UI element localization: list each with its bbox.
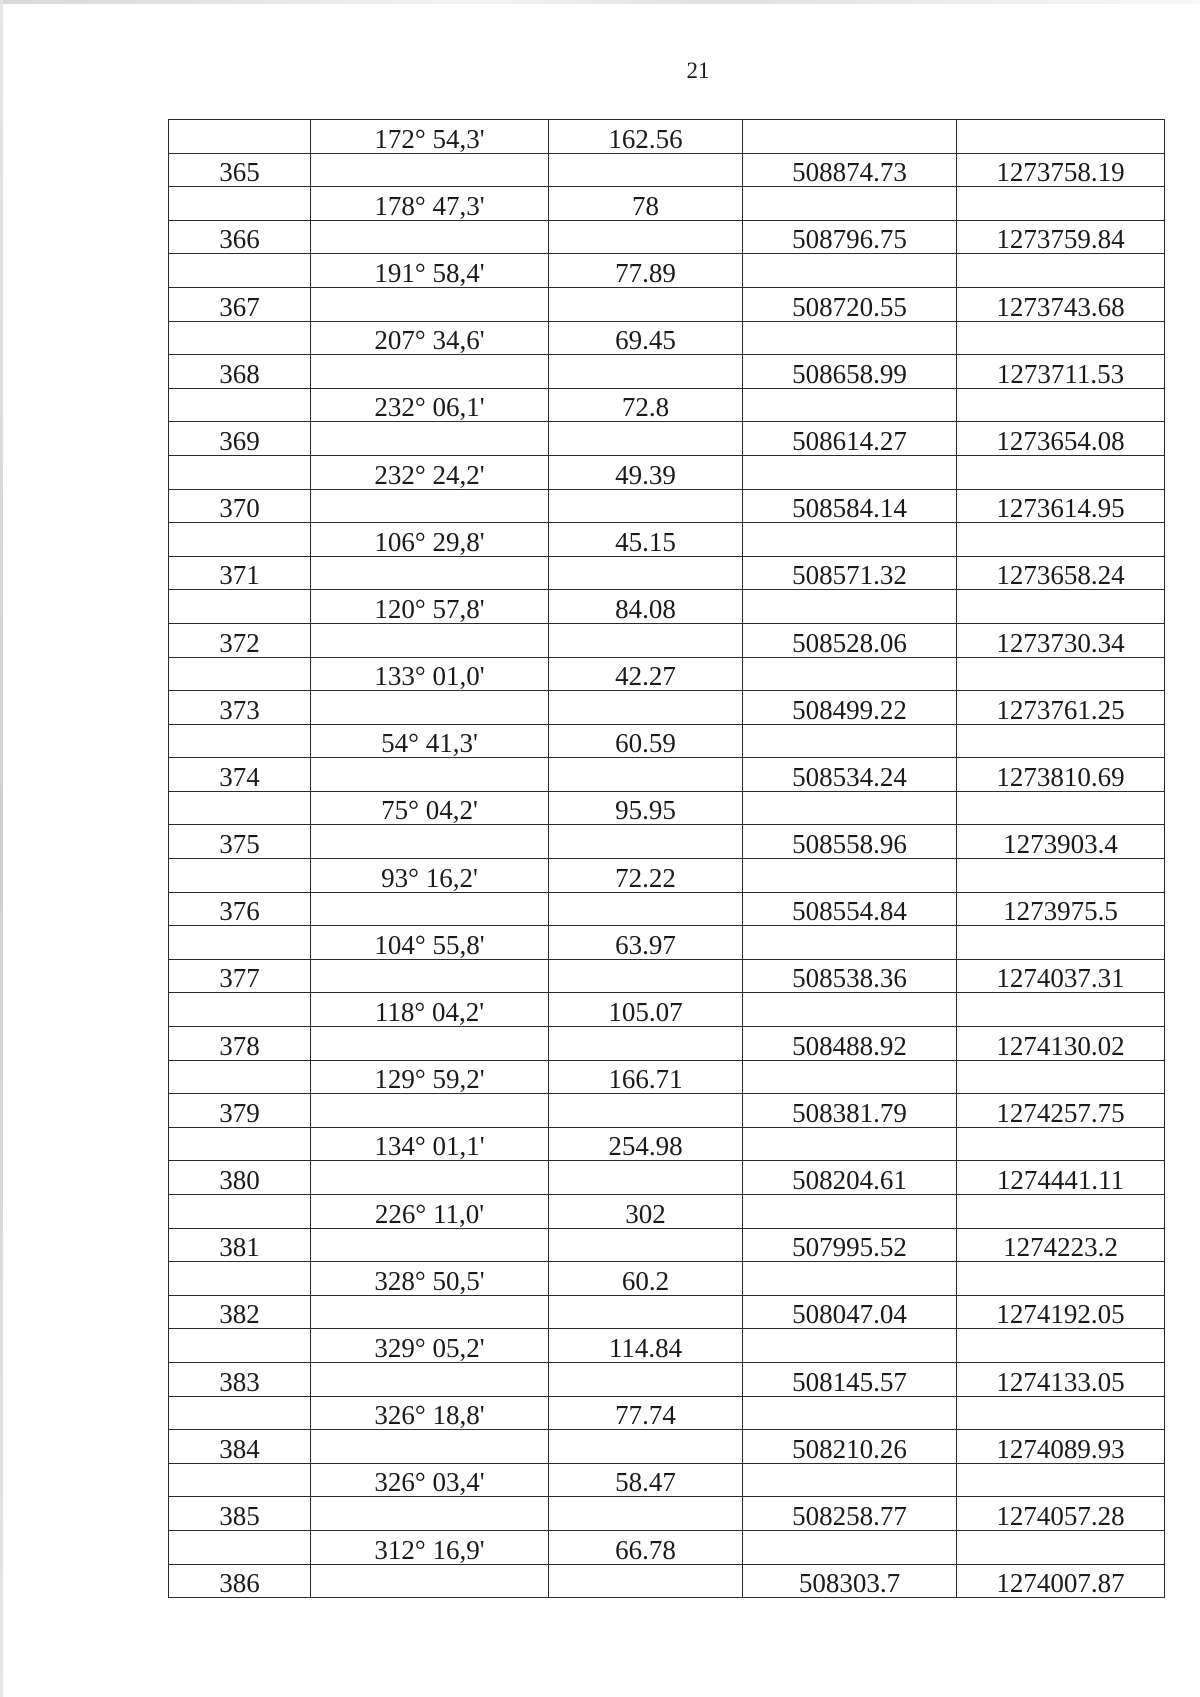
- segment-length-cell: 58.47: [549, 1463, 743, 1497]
- point-number-cell: [169, 1463, 311, 1497]
- coordinate-x-cell: [743, 120, 957, 154]
- coordinate-y-cell: 1273658.24: [957, 556, 1165, 590]
- coordinate-y-cell: 1274133.05: [957, 1362, 1165, 1396]
- coordinate-x-cell: 508614.27: [743, 422, 957, 456]
- bearing-angle-cell: 54° 41,3': [311, 724, 549, 758]
- bearing-angle-cell: 75° 04,2': [311, 791, 549, 825]
- segment-length-cell: 60.59: [549, 724, 743, 758]
- table-row: [169, 523, 1165, 557]
- coordinate-x-cell: [743, 926, 957, 960]
- table-row: [169, 1564, 1165, 1598]
- coordinate-y-cell: [957, 1195, 1165, 1229]
- coordinate-x-cell: 508210.26: [743, 1430, 957, 1464]
- segment-length-cell: 114.84: [549, 1329, 743, 1363]
- table-row: [169, 791, 1165, 825]
- coordinate-x-cell: [743, 1329, 957, 1363]
- coordinate-x-cell: 508528.06: [743, 623, 957, 657]
- bearing-angle-cell: [311, 153, 549, 187]
- scan-top-edge: [0, 0, 1200, 4]
- coordinate-y-cell: 1273759.84: [957, 220, 1165, 254]
- coordinate-x-cell: 508381.79: [743, 1094, 957, 1128]
- coordinate-x-cell: 508558.96: [743, 825, 957, 859]
- point-number-cell: [169, 523, 311, 557]
- table-row: [169, 1295, 1165, 1329]
- bearing-angle-cell: 232° 06,1': [311, 388, 549, 422]
- point-number-cell: 376: [169, 892, 311, 926]
- point-number-cell: [169, 724, 311, 758]
- point-number-cell: 380: [169, 1161, 311, 1195]
- table-row: [169, 1027, 1165, 1061]
- point-number-cell: [169, 321, 311, 355]
- coordinate-y-cell: [957, 1262, 1165, 1296]
- table-row: [169, 321, 1165, 355]
- coordinate-x-cell: 508258.77: [743, 1497, 957, 1531]
- table-row: [169, 1396, 1165, 1430]
- point-number-cell: 368: [169, 355, 311, 389]
- bearing-angle-cell: [311, 1094, 549, 1128]
- bearing-angle-cell: [311, 556, 549, 590]
- point-number-cell: 370: [169, 489, 311, 523]
- bearing-angle-cell: 312° 16,9': [311, 1530, 549, 1564]
- bearing-angle-cell: 329° 05,2': [311, 1329, 549, 1363]
- bearing-angle-cell: 328° 50,5': [311, 1262, 549, 1296]
- point-number-cell: 386: [169, 1564, 311, 1598]
- segment-length-cell: 302: [549, 1195, 743, 1229]
- bearing-angle-cell: 172° 54,3': [311, 120, 549, 154]
- segment-length-cell: 162.56: [549, 120, 743, 154]
- bearing-angle-cell: [311, 892, 549, 926]
- table-row: [169, 859, 1165, 893]
- table-row: [169, 1161, 1165, 1195]
- coordinate-x-cell: 508538.36: [743, 959, 957, 993]
- table-row: [169, 825, 1165, 859]
- table-row: [169, 926, 1165, 960]
- bearing-angle-cell: [311, 1362, 549, 1396]
- coordinates-table-body: [169, 120, 1165, 1598]
- coordinate-y-cell: [957, 321, 1165, 355]
- coordinate-x-cell: [743, 254, 957, 288]
- segment-length-cell: 45.15: [549, 523, 743, 557]
- segment-length-cell: [549, 1564, 743, 1598]
- bearing-angle-cell: 133° 01,0': [311, 657, 549, 691]
- coordinate-y-cell: [957, 657, 1165, 691]
- coordinate-x-cell: [743, 388, 957, 422]
- scan-left-edge: [0, 0, 3, 1697]
- segment-length-cell: 72.22: [549, 859, 743, 893]
- table-row: [169, 691, 1165, 725]
- point-number-cell: [169, 590, 311, 624]
- segment-length-cell: 105.07: [549, 993, 743, 1027]
- coordinate-y-cell: [957, 1396, 1165, 1430]
- point-number-cell: [169, 187, 311, 221]
- coordinate-y-cell: 1274037.31: [957, 959, 1165, 993]
- point-number-cell: 383: [169, 1362, 311, 1396]
- coordinate-x-cell: [743, 187, 957, 221]
- bearing-angle-cell: [311, 1228, 549, 1262]
- point-number-cell: 367: [169, 287, 311, 321]
- bearing-angle-cell: 326° 18,8': [311, 1396, 549, 1430]
- point-number-cell: [169, 254, 311, 288]
- bearing-angle-cell: [311, 758, 549, 792]
- segment-length-cell: 72.8: [549, 388, 743, 422]
- segment-length-cell: [549, 1295, 743, 1329]
- bearing-angle-cell: [311, 489, 549, 523]
- page-number: 21: [686, 58, 710, 83]
- coordinate-y-cell: 1273730.34: [957, 623, 1165, 657]
- coordinate-y-cell: 1274441.11: [957, 1161, 1165, 1195]
- segment-length-cell: 42.27: [549, 657, 743, 691]
- point-number-cell: [169, 1195, 311, 1229]
- bearing-angle-cell: [311, 959, 549, 993]
- bearing-angle-cell: 326° 03,4': [311, 1463, 549, 1497]
- bearing-angle-cell: 106° 29,8': [311, 523, 549, 557]
- table-row: [169, 1530, 1165, 1564]
- bearing-angle-cell: 226° 11,0': [311, 1195, 549, 1229]
- segment-length-cell: 254.98: [549, 1127, 743, 1161]
- coordinate-x-cell: [743, 321, 957, 355]
- coordinate-x-cell: [743, 523, 957, 557]
- segment-length-cell: [549, 1362, 743, 1396]
- point-number-cell: [169, 1127, 311, 1161]
- coordinate-x-cell: 508874.73: [743, 153, 957, 187]
- point-number-cell: 372: [169, 623, 311, 657]
- table-row: [169, 959, 1165, 993]
- coordinate-x-cell: [743, 590, 957, 624]
- coordinate-y-cell: [957, 187, 1165, 221]
- coordinate-x-cell: [743, 1463, 957, 1497]
- bearing-angle-cell: 118° 04,2': [311, 993, 549, 1027]
- point-number-cell: [169, 1262, 311, 1296]
- coordinate-y-cell: [957, 1127, 1165, 1161]
- table-row: [169, 388, 1165, 422]
- point-number-cell: [169, 455, 311, 489]
- coordinate-x-cell: 508796.75: [743, 220, 957, 254]
- segment-length-cell: 66.78: [549, 1530, 743, 1564]
- coordinate-x-cell: [743, 1262, 957, 1296]
- table-row: [169, 1329, 1165, 1363]
- bearing-angle-cell: 207° 34,6': [311, 321, 549, 355]
- coordinate-y-cell: 1273903.4: [957, 825, 1165, 859]
- segment-length-cell: [549, 1161, 743, 1195]
- segment-length-cell: [549, 959, 743, 993]
- coordinate-x-cell: 508534.24: [743, 758, 957, 792]
- table-row: [169, 1497, 1165, 1531]
- coordinate-y-cell: [957, 1329, 1165, 1363]
- table-row: [169, 187, 1165, 221]
- table-row: [169, 993, 1165, 1027]
- point-number-cell: 366: [169, 220, 311, 254]
- point-number-cell: 385: [169, 1497, 311, 1531]
- coordinate-y-cell: 1273761.25: [957, 691, 1165, 725]
- coordinate-y-cell: 1273975.5: [957, 892, 1165, 926]
- segment-length-cell: [549, 1430, 743, 1464]
- point-number-cell: 374: [169, 758, 311, 792]
- table-row: [169, 1262, 1165, 1296]
- table-row: [169, 1060, 1165, 1094]
- table-row: [169, 892, 1165, 926]
- coordinate-x-cell: [743, 1060, 957, 1094]
- table-row: [169, 422, 1165, 456]
- segment-length-cell: [549, 1027, 743, 1061]
- coordinate-y-cell: [957, 724, 1165, 758]
- segment-length-cell: [549, 287, 743, 321]
- segment-length-cell: [549, 220, 743, 254]
- segment-length-cell: [549, 623, 743, 657]
- coordinate-y-cell: 1274007.87: [957, 1564, 1165, 1598]
- coordinate-y-cell: [957, 523, 1165, 557]
- coordinate-x-cell: 507995.52: [743, 1228, 957, 1262]
- table-row: [169, 1127, 1165, 1161]
- coordinate-y-cell: 1273711.53: [957, 355, 1165, 389]
- bearing-angle-cell: [311, 825, 549, 859]
- coordinate-y-cell: [957, 1530, 1165, 1564]
- coordinate-y-cell: 1273758.19: [957, 153, 1165, 187]
- table-row: [169, 1362, 1165, 1396]
- table-row: [169, 220, 1165, 254]
- point-number-cell: 379: [169, 1094, 311, 1128]
- bearing-angle-cell: 191° 58,4': [311, 254, 549, 288]
- point-number-cell: 378: [169, 1027, 311, 1061]
- segment-length-cell: 95.95: [549, 791, 743, 825]
- point-number-cell: 373: [169, 691, 311, 725]
- segment-length-cell: 78: [549, 187, 743, 221]
- table-row: [169, 758, 1165, 792]
- point-number-cell: 377: [169, 959, 311, 993]
- bearing-angle-cell: 232° 24,2': [311, 455, 549, 489]
- segment-length-cell: [549, 422, 743, 456]
- point-number-cell: [169, 1060, 311, 1094]
- table-row: [169, 355, 1165, 389]
- coordinate-x-cell: 508488.92: [743, 1027, 957, 1061]
- segment-length-cell: 166.71: [549, 1060, 743, 1094]
- coordinate-x-cell: [743, 859, 957, 893]
- table-row: [169, 1430, 1165, 1464]
- coordinate-y-cell: 1273743.68: [957, 287, 1165, 321]
- coordinate-y-cell: [957, 1463, 1165, 1497]
- bearing-angle-cell: [311, 1161, 549, 1195]
- bearing-angle-cell: [311, 623, 549, 657]
- coordinate-x-cell: 508720.55: [743, 287, 957, 321]
- coordinate-y-cell: [957, 1060, 1165, 1094]
- point-number-cell: 369: [169, 422, 311, 456]
- table-row: [169, 556, 1165, 590]
- coordinates-table: [168, 119, 1165, 1598]
- segment-length-cell: [549, 825, 743, 859]
- table-row: [169, 120, 1165, 154]
- bearing-angle-cell: [311, 1027, 549, 1061]
- coordinate-y-cell: [957, 859, 1165, 893]
- segment-length-cell: 60.2: [549, 1262, 743, 1296]
- segment-length-cell: [549, 1228, 743, 1262]
- table-row: [169, 657, 1165, 691]
- coordinate-x-cell: 508571.32: [743, 556, 957, 590]
- point-number-cell: [169, 1530, 311, 1564]
- coordinate-x-cell: 508145.57: [743, 1362, 957, 1396]
- coordinate-x-cell: 508658.99: [743, 355, 957, 389]
- coordinate-x-cell: 508303.7: [743, 1564, 957, 1598]
- segment-length-cell: [549, 1094, 743, 1128]
- point-number-cell: [169, 120, 311, 154]
- table-row: [169, 254, 1165, 288]
- table-row: [169, 287, 1165, 321]
- coordinate-y-cell: 1274057.28: [957, 1497, 1165, 1531]
- coordinate-y-cell: [957, 254, 1165, 288]
- coordinate-x-cell: [743, 657, 957, 691]
- segment-length-cell: 49.39: [549, 455, 743, 489]
- segment-length-cell: 84.08: [549, 590, 743, 624]
- segment-length-cell: 77.74: [549, 1396, 743, 1430]
- segment-length-cell: 63.97: [549, 926, 743, 960]
- coordinate-y-cell: 1273614.95: [957, 489, 1165, 523]
- coordinate-y-cell: 1274257.75: [957, 1094, 1165, 1128]
- bearing-angle-cell: [311, 287, 549, 321]
- segment-length-cell: [549, 758, 743, 792]
- point-number-cell: [169, 657, 311, 691]
- coordinate-y-cell: [957, 455, 1165, 489]
- point-number-cell: 384: [169, 1430, 311, 1464]
- segment-length-cell: [549, 153, 743, 187]
- table-row: [169, 1094, 1165, 1128]
- coordinate-y-cell: [957, 388, 1165, 422]
- coordinate-y-cell: 1274192.05: [957, 1295, 1165, 1329]
- coordinate-x-cell: [743, 1530, 957, 1564]
- segment-length-cell: [549, 355, 743, 389]
- table-row: [169, 623, 1165, 657]
- table-row: [169, 590, 1165, 624]
- bearing-angle-cell: 120° 57,8': [311, 590, 549, 624]
- coordinate-x-cell: 508204.61: [743, 1161, 957, 1195]
- bearing-angle-cell: [311, 691, 549, 725]
- point-number-cell: [169, 926, 311, 960]
- bearing-angle-cell: 93° 16,2': [311, 859, 549, 893]
- bearing-angle-cell: [311, 1564, 549, 1598]
- point-number-cell: [169, 1396, 311, 1430]
- bearing-angle-cell: 104° 55,8': [311, 926, 549, 960]
- coordinate-y-cell: 1274223.2: [957, 1228, 1165, 1262]
- coordinate-x-cell: 508584.14: [743, 489, 957, 523]
- point-number-cell: [169, 1329, 311, 1363]
- coordinate-y-cell: 1273810.69: [957, 758, 1165, 792]
- coordinate-y-cell: [957, 791, 1165, 825]
- coordinate-y-cell: [957, 590, 1165, 624]
- coordinate-y-cell: [957, 926, 1165, 960]
- coordinate-y-cell: 1274130.02: [957, 1027, 1165, 1061]
- point-number-cell: 381: [169, 1228, 311, 1262]
- coordinate-y-cell: [957, 993, 1165, 1027]
- bearing-angle-cell: [311, 355, 549, 389]
- point-number-cell: 371: [169, 556, 311, 590]
- coordinate-x-cell: 508499.22: [743, 691, 957, 725]
- segment-length-cell: 69.45: [549, 321, 743, 355]
- coordinate-x-cell: [743, 993, 957, 1027]
- table-row: [169, 1228, 1165, 1262]
- bearing-angle-cell: [311, 1497, 549, 1531]
- coordinate-x-cell: [743, 1195, 957, 1229]
- segment-length-cell: 77.89: [549, 254, 743, 288]
- table-row: [169, 489, 1165, 523]
- coordinate-x-cell: 508554.84: [743, 892, 957, 926]
- table-row: [169, 1195, 1165, 1229]
- point-number-cell: [169, 388, 311, 422]
- point-number-cell: 375: [169, 825, 311, 859]
- bearing-angle-cell: [311, 1430, 549, 1464]
- table-row: [169, 724, 1165, 758]
- bearing-angle-cell: [311, 422, 549, 456]
- point-number-cell: 365: [169, 153, 311, 187]
- bearing-angle-cell: 178° 47,3': [311, 187, 549, 221]
- segment-length-cell: [549, 489, 743, 523]
- coordinate-x-cell: [743, 455, 957, 489]
- bearing-angle-cell: 134° 01,1': [311, 1127, 549, 1161]
- segment-length-cell: [549, 1497, 743, 1531]
- segment-length-cell: [549, 556, 743, 590]
- point-number-cell: 382: [169, 1295, 311, 1329]
- coordinate-x-cell: [743, 1396, 957, 1430]
- coordinate-x-cell: [743, 791, 957, 825]
- bearing-angle-cell: [311, 1295, 549, 1329]
- coordinate-x-cell: [743, 1127, 957, 1161]
- coordinate-y-cell: 1274089.93: [957, 1430, 1165, 1464]
- table-row: [169, 455, 1165, 489]
- table-row: [169, 1463, 1165, 1497]
- coordinate-x-cell: [743, 724, 957, 758]
- segment-length-cell: [549, 691, 743, 725]
- table-row: [169, 153, 1165, 187]
- point-number-cell: [169, 791, 311, 825]
- bearing-angle-cell: 129° 59,2': [311, 1060, 549, 1094]
- coordinate-y-cell: [957, 120, 1165, 154]
- point-number-cell: [169, 993, 311, 1027]
- segment-length-cell: [549, 892, 743, 926]
- coordinate-x-cell: 508047.04: [743, 1295, 957, 1329]
- bearing-angle-cell: [311, 220, 549, 254]
- coordinate-y-cell: 1273654.08: [957, 422, 1165, 456]
- point-number-cell: [169, 859, 311, 893]
